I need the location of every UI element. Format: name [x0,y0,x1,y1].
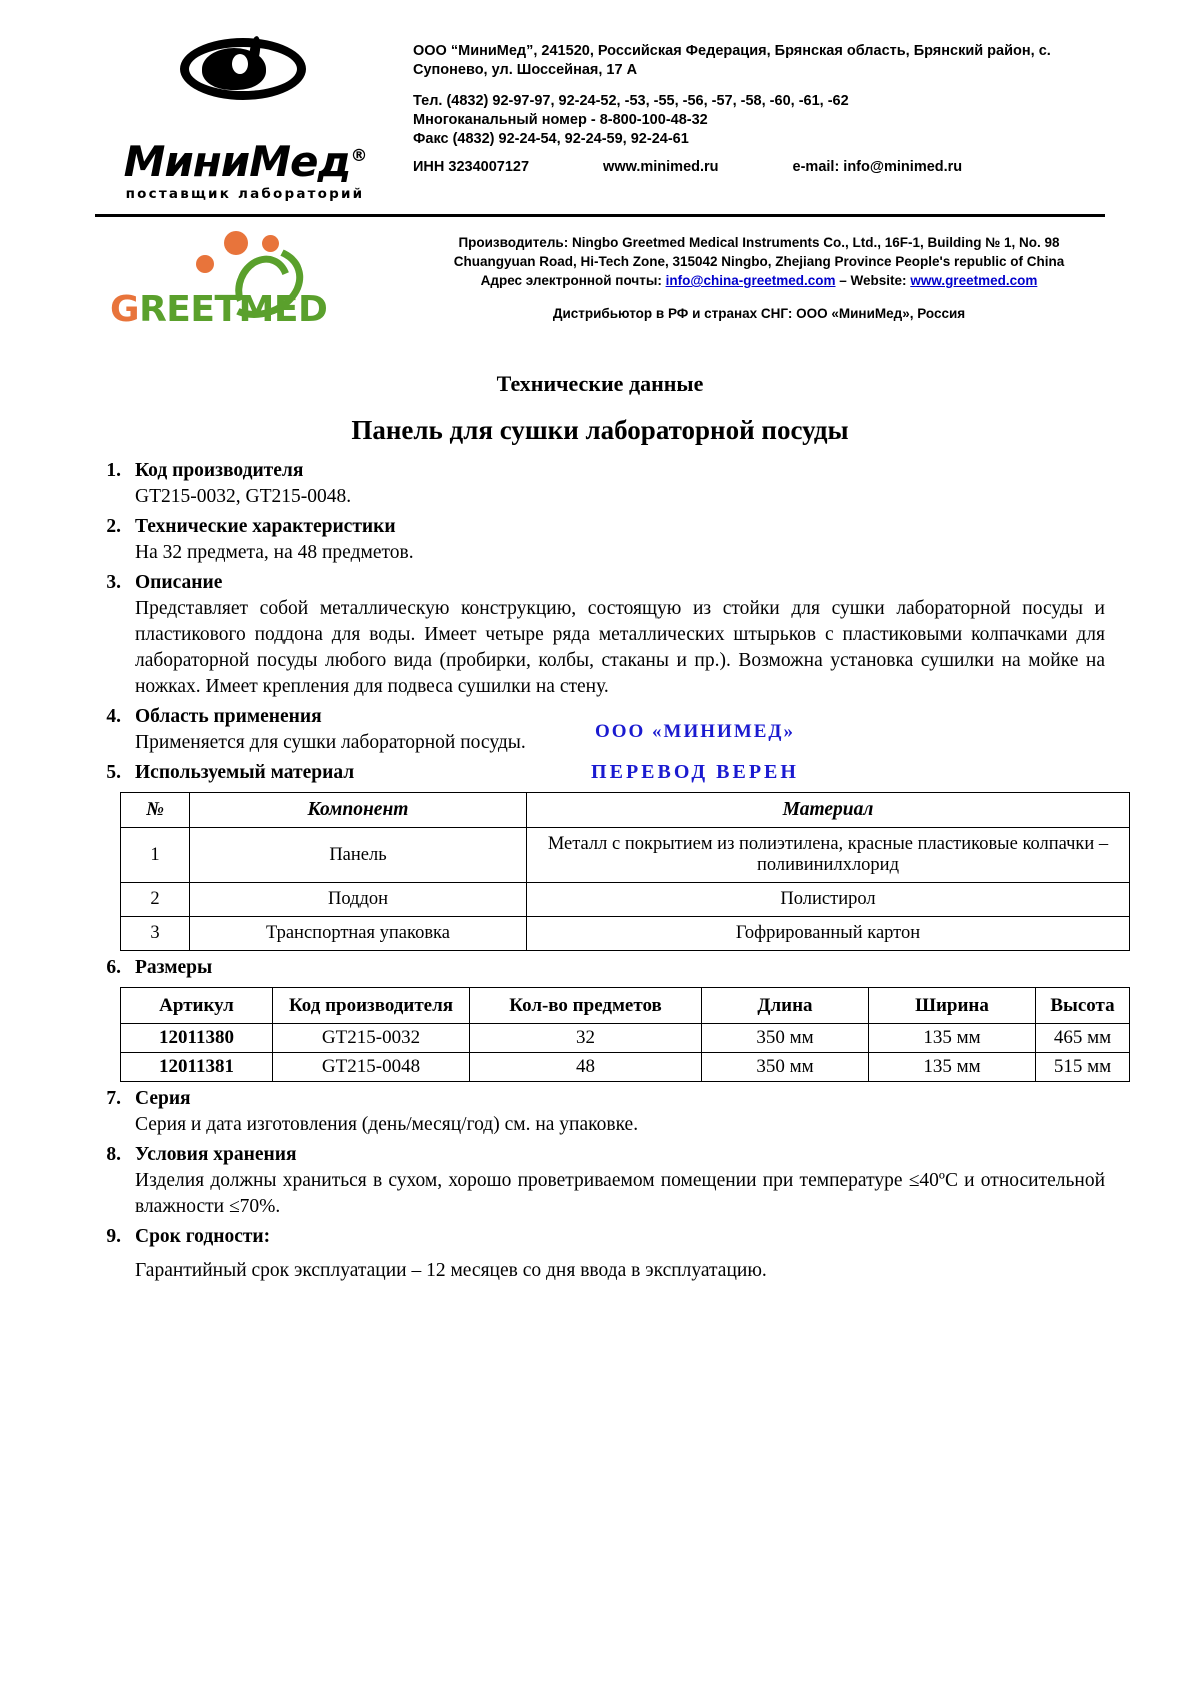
materials-row-3-number: 3 [121,917,190,951]
sizes-header-height: Высота [1036,988,1130,1024]
section-3-number: 3. [106,572,121,593]
greetmed-emblem-icon [190,229,310,295]
sizes-row-1-quantity: 32 [470,1024,702,1053]
materials-row-3-component: Транспортная упаковка [190,917,527,951]
minimed-emblem-icon [130,38,360,138]
section-2 [95,516,1105,566]
manufacturer-website-link[interactable]: www.greetmed.com [910,273,1038,288]
minimed-logo-text: МиниМед [123,137,351,186]
section-5-number: 5. [106,762,121,783]
greetmed-wordmark-rest: REETMED [139,289,328,330]
section-2-number: 2. [106,516,121,537]
document-title: Технические данные [496,371,704,396]
company-address: ООО “МиниМед”, 241520, Российская Федерация, Брянская область, Брянский район, с. Супонево, ул. Шоссейная, 17 А [413,43,1051,78]
section-1-title: Код производителя [135,460,304,481]
section-4-body: Применяется для сушки лабораторной посуды. [135,732,526,753]
manufacturer-details [395,227,1105,323]
table-row [121,883,1130,917]
document-subtitle: Панель для сушки лабораторной посуды [351,415,849,445]
company-inn: ИНН 3234007127 [413,159,530,175]
sizes-row-1-code: GT215-0032 [273,1024,470,1053]
section-8-number: 8. [106,1144,121,1165]
section-7 [95,1088,1105,1138]
translation-stamp [560,712,830,792]
section-3-body: Представляет собой металлическую конструкцию, состоящую из стойки для сушки лабораторной посуды и пластикового поддона для воды. Имеет четыре ряда металлических штырьков с пластиковыми колпачками для лабораторной посуды любого вида (пробирки, колбы, стаканы и пр.). Возможна установка сушилки на мойке на ножках. Имеет крепления для подвеса сушилки на стену. [135,598,1105,697]
section-9 [95,1226,1105,1284]
sizes-row-1-length: 350 мм [702,1024,869,1053]
materials-row-1-number: 1 [121,828,190,883]
sizes-row-1-article: 12011380 [121,1024,273,1053]
company-multichannel: Многоканальный номер - 8-800-100-48-32 [413,112,708,128]
sizes-row-2-width: 135 мм [869,1053,1036,1082]
section-1 [95,460,1105,510]
section-6-number: 6. [106,957,121,978]
manufacturer-website-label: – Website: [835,273,911,288]
section-6 [95,957,1115,1082]
sizes-header-length: Длина [702,988,869,1024]
section-5-title: Используемый материал [135,762,355,783]
section-9-number: 9. [106,1226,121,1247]
greetmed-logo [95,227,395,337]
table-row [121,1053,1130,1082]
manufacturer-email-link[interactable]: info@china-greetmed.com [665,273,836,288]
section-1-number: 1. [106,460,121,481]
materials-row-2-number: 2 [121,883,190,917]
distributor-line: Дистрибьютор в РФ и странах СНГ: ООО «МиниМед», Россия [552,306,966,321]
table-row [121,828,1130,883]
section-1-body: GT215-0032, GT215-0048. [135,486,352,507]
table-row [121,917,1130,951]
sizes-header-width: Ширина [869,988,1036,1024]
manufacturer-band [95,227,1105,337]
materials-row-2-component: Поддон [190,883,527,917]
sizes-row-2-code: GT215-0048 [273,1053,470,1082]
section-4-title: Область применения [135,706,322,727]
sizes-row-1-height: 465 мм [1036,1024,1130,1053]
sizes-table [120,987,1130,1082]
greetmed-wordmark-first: G [110,289,140,330]
materials-table [120,792,1130,951]
materials-row-1-component: Панель [190,828,527,883]
sizes-header-article: Артикул [121,988,273,1024]
section-7-title: Серия [135,1088,191,1109]
materials-header-number: № [121,793,190,828]
materials-row-1-material: Металл с покрытием из полиэтилена, красные пластиковые колпачки – поливинилхлорид [527,828,1130,883]
sizes-row-2-quantity: 48 [470,1053,702,1082]
registered-trademark-icon: ® [350,146,367,166]
section-9-body: Гарантийный срок эксплуатации – 12 месяцев со дня ввода в эксплуатацию. [135,1260,767,1281]
letterhead-header [95,30,1105,210]
company-fax: Факс (4832) 92-24-54, 92-24-59, 92-24-61 [413,131,689,147]
company-phones: Тел. (4832) 92-97-97, 92-24-52, -53, -55, -56, -57, -58, -60, -61, -62 [413,93,849,109]
sizes-row-2-length: 350 мм [702,1053,869,1082]
section-2-title: Технические характеристики [135,516,396,537]
section-3-title: Описание [135,572,223,593]
company-contacts [395,30,1105,177]
sizes-row-2-article: 12011381 [121,1053,273,1082]
company-email: e-mail: info@minimed.ru [792,159,963,175]
sizes-header-quantity: Кол-во предметов [470,988,702,1024]
section-6-title: Размеры [135,957,213,978]
materials-row-2-material: Полистирол [527,883,1130,917]
company-website: www.minimed.ru [603,159,719,175]
manufacturer-line-1: Производитель: Ningbo Greetmed Medical Instruments Co., Ltd., 16F-1, Building № 1, No. 98 [458,235,1060,250]
section-8-body: Изделия должны храниться в сухом, хорошо проветриваемом помещении при температуре ≤40ºС и относительной влажности ≤70%. [135,1170,1105,1217]
section-7-number: 7. [106,1088,121,1109]
section-7-body: Серия и дата изготовления (день/месяц/год) см. на упаковке. [135,1114,639,1135]
minimed-logo [95,30,395,202]
sizes-row-2-height: 515 мм [1036,1053,1130,1082]
stamp-line-2: ПЕРЕВОД ВЕРЕН [591,761,799,783]
materials-row-3-material: Гофрированный картон [527,917,1130,951]
stamp-line-1: ООО «МИНИМЕД» [594,721,796,742]
section-8-title: Условия хранения [135,1144,297,1165]
materials-header-component: Компонент [190,793,527,828]
sizes-row-1-width: 135 мм [869,1024,1036,1053]
section-2-body: На 32 предмета, на 48 предметов. [135,542,414,563]
greetmed-wordmark [110,289,327,330]
table-header-row [121,793,1130,828]
minimed-logo-tagline: поставщик лабораторий [125,186,365,202]
table-row [121,1024,1130,1053]
section-3 [95,572,1105,700]
table-header-row [121,988,1130,1024]
header-divider [95,214,1105,217]
section-9-title: Срок годности: [135,1226,271,1247]
minimed-logo-wordmark [124,134,367,184]
section-4-number: 4. [106,706,121,727]
materials-header-material: Материал [527,793,1130,828]
manufacturer-line-2: Chuangyuan Road, Hi-Tech Zone, 315042 Ningbo, Zhejiang Province People's republic of China [453,254,1065,269]
sizes-header-manufacturer-code: Код производителя [273,988,470,1024]
section-8 [95,1144,1105,1220]
manufacturer-email-label: Адрес электронной почты: [480,273,666,288]
manufacturer-contact-line [413,271,1105,290]
